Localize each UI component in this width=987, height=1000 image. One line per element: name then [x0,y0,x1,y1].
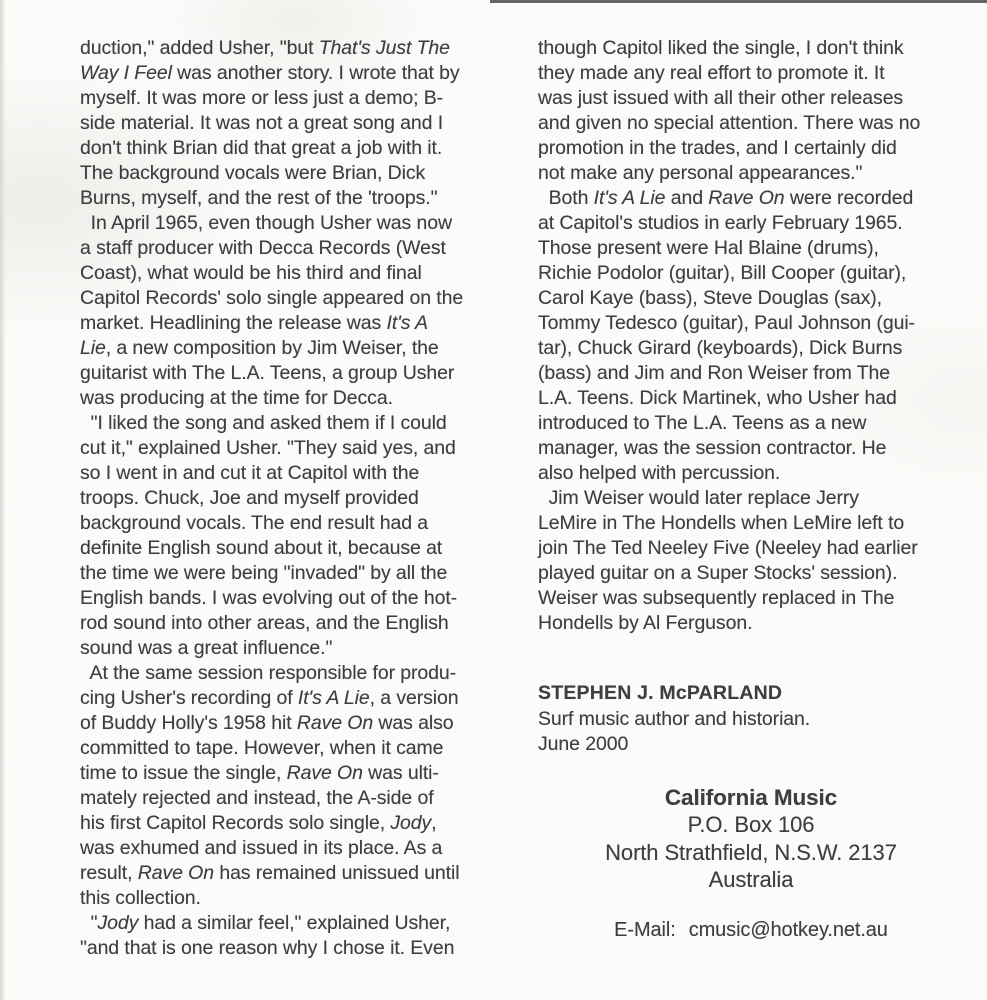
text-line: The background vocals were Brian, Dick [80,162,426,184]
paragraph-jody-similar-feel [80,911,506,961]
text-line: market. Headlining the release was It's A [80,312,428,334]
address-country: Australia [708,867,794,892]
text-line: played guitar on a Super Stocks' session). [538,562,898,584]
text-line: Carol Kaye (bass), Steve Douglas (sax), [538,287,882,309]
left-column [80,36,506,961]
text-line: English bands. I was evolving out of the hot- [80,587,458,609]
text-line: at Capitol's studios in early February 1965. [538,212,903,234]
text-line: so I went in and cut it at Capitol with the [80,462,420,484]
author-role: Surf music author and historian. [538,707,811,730]
text-line: definite English sound about it, because at [80,537,443,559]
email-label: E-Mail: [614,918,676,941]
text-line: troops. Chuck, Joe and myself provided [80,487,419,509]
paragraph-liked-the-song [80,411,506,661]
text-line: result, Rave On has remained unissued until [80,862,460,884]
text-line: the time we were being "invaded" by all the [80,562,448,584]
email-line [538,917,964,943]
paragraph-capitol-promotion [538,36,964,186]
text-line: myself. It was more or less just a demo; B- [80,87,444,109]
address-city: North Strathfield, N.S.W. 2137 [605,839,897,865]
text-line: and given no special attention. There was no [538,112,921,134]
right-column [538,36,964,961]
text-line: a staff producer with Decca Records (West [80,237,446,259]
text-line: LeMire in The Hondells when LeMire left to [538,512,905,534]
text-line: manager, was the session contractor. He [538,437,887,459]
text-line: committed to tape. However, when it came [80,737,444,759]
paragraph-session-musicians [538,186,964,486]
text-line: Burns, myself, and the rest of the 'troops." [80,187,438,209]
text-line: side material. It was not a great song and I [80,112,444,134]
paragraph-jim-weiser-hondells [538,486,964,636]
text-line: not make any personal appearances." [538,162,863,184]
text-line: cing Usher's recording of It's A Lie, a version [80,687,459,709]
text-line: duction," added Usher, "but That's Just The [80,37,450,59]
text-line: guitarist with The L.A. Teens, a group Usher [80,362,455,384]
text-line: mately rejected and instead, the A-side of [80,787,434,809]
paragraph-ducton-quote [80,36,506,211]
text-line: cut it," explained Usher. "They said yes, and [80,437,456,459]
text-line: rod sound into other areas, and the English [80,612,449,634]
text-line: Both It's A Lie and Rave On were recorded [538,187,914,209]
paragraph-april-1965 [80,211,506,411]
text-line: was just issued with all their other releases [538,87,904,109]
text-line: time to issue the single, Rave On was ulti- [80,762,439,784]
text-line: Weiser was subsequently replaced in The [538,587,895,609]
text-line: "Jody had a similar feel," explained Usher, [80,912,451,934]
text-line: his first Capitol Records solo single, Jody, [80,812,437,834]
text-columns [80,36,964,961]
text-line: "and that is one reason why I chose it. Even [80,937,455,959]
text-line: L.A. Teens. Dick Martinek, who Usher had [538,387,897,409]
text-line: Coast), what would be his third and final [80,262,422,284]
text-line: Capitol Records' solo single appeared on the [80,287,464,309]
text-line: also helped with percussion. [538,462,781,484]
paragraph-same-session [80,661,506,911]
text-line: "I liked the song and asked them if I could [80,412,447,434]
text-line: (bass) and Jim and Ron Weiser from The [538,362,891,384]
text-line: At the same session responsible for produ- [80,662,457,684]
email-address: cmusic@hotkey.net.au [688,918,888,941]
text-line: Those present were Hal Blaine (drums), [538,237,879,259]
text-line: Hondells by Al Ferguson. [538,612,753,634]
scan-left-edge-shadow [0,0,6,1000]
text-line: promotion in the trades, and I certainly did [538,137,897,159]
text-line: join The Ted Neeley Five (Neeley had earlier [538,537,918,559]
text-line: sound was a great influence." [80,637,333,659]
text-line: tar), Chuck Girard (keyboards), Dick Burns [538,337,903,359]
text-line: they made any real effort to promote it. It [538,62,885,84]
text-line: Richie Podolor (guitar), Bill Cooper (guitar), [538,262,907,284]
text-line: this collection. [80,887,201,909]
address-company-name: California Music [664,784,838,810]
text-line: Tommy Tedesco (guitar), Paul Johnson (gui- [538,312,915,334]
author-block [538,681,964,758]
text-line: was producing at the time for Decca. [80,387,393,409]
text-line: background vocals. The end result had a [80,512,429,534]
text-line: don't think Brian did that great a job with it. [80,137,443,159]
address-block [538,784,964,894]
text-line: Jim Weiser would later replace Jerry [538,487,859,509]
text-line: Way I Feel was another story. I wrote that by [80,62,460,84]
text-line: was exhumed and issued in its place. As a [80,837,443,859]
address-po-box: P.O. Box 106 [687,812,815,837]
author-date: June 2000 [538,733,629,755]
text-line: introduced to The L.A. Teens as a new [538,412,867,434]
text-line: though Capitol liked the single, I don't think [538,37,904,59]
text-line: of Buddy Holly's 1958 hit Rave On was also [80,712,454,734]
scan-top-edge-artifact [490,0,987,3]
author-name: STEPHEN J. McPARLAND [538,682,783,704]
text-line: In April 1965, even though Usher was now [80,212,452,234]
text-line: Lie, a new composition by Jim Weiser, the [80,337,439,359]
